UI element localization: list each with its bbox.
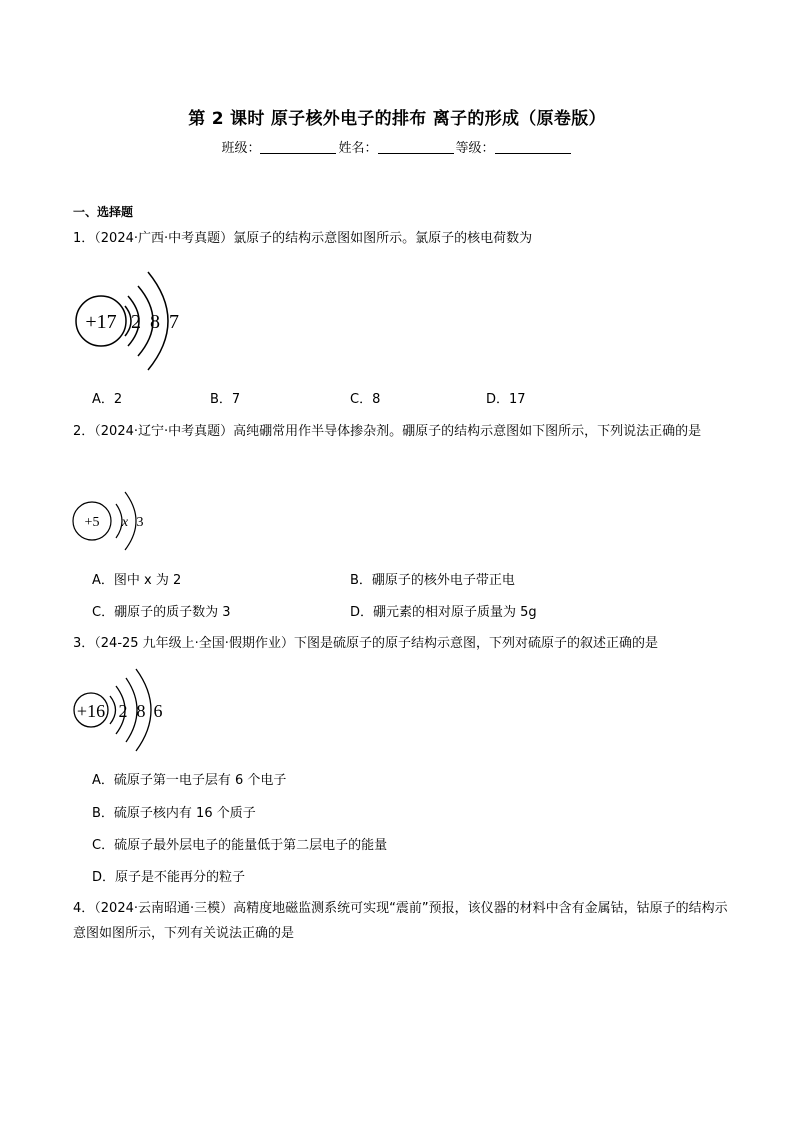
electron-count: x	[121, 515, 129, 530]
q3-option-b[interactable]: B．硫原子核内有 16 个质子	[92, 806, 256, 821]
sulfur-atom-diagram	[70, 664, 180, 756]
q2-option-b[interactable]: B．硼原子的核外电子带正电	[350, 573, 515, 588]
q1-option-d[interactable]: D．17	[486, 392, 526, 407]
nucleus-charge: +5	[84, 515, 100, 530]
grade-label: 等级：	[455, 141, 495, 156]
page-title: 第 2 课时 原子核外电子的排布 离子的形成（原卷版）	[188, 109, 606, 129]
class-label: 班级：	[221, 141, 261, 156]
chlorine-atom-diagram	[70, 262, 190, 374]
q1-option-b[interactable]: B．7	[210, 392, 241, 407]
nucleus-charge: +16	[76, 701, 106, 721]
name-blank[interactable]	[378, 139, 454, 154]
q2-option-c[interactable]: C．硼原子的质子数为 3	[92, 605, 231, 620]
electron-count: 8	[150, 311, 160, 333]
student-info-line	[0, 137, 794, 156]
section-title: 一、选择题	[73, 205, 134, 219]
electron-count: 8	[136, 701, 146, 721]
q1-option-a[interactable]: A．2	[92, 392, 123, 407]
grade-blank[interactable]	[495, 139, 571, 154]
q3-option-a[interactable]: A．硫原子第一电子层有 6 个电子	[92, 773, 287, 788]
question-1-text: 1．（2024·广西·中考真题）氯原子的结构示意图如图所示。氯原子的核电荷数为	[73, 231, 533, 246]
question-2-text: 2．（2024·辽宁·中考真题）高纯硼常用作半导体掺杂剂。硼原子的结构示意图如下图所示，下列说法正确的是	[73, 424, 702, 439]
q1-option-c[interactable]: C．8	[350, 392, 381, 407]
electron-shell-arc	[110, 696, 116, 724]
name-label: 姓名：	[338, 141, 378, 156]
q2-option-d[interactable]: D．硼元素的相对原子质量为 5g	[350, 605, 537, 620]
electron-count: 6	[153, 701, 163, 721]
electron-count: 7	[169, 311, 179, 333]
boron-atom-diagram	[70, 486, 160, 556]
question-4-text: 4．（2024·云南昭通·三模）高精度地磁监测系统可实现“震前”预报，该仪器的材料中含有金属钴，钴原子的结构示意图如图所示，下列有关说法正确的是	[73, 901, 728, 941]
nucleus-charge: +17	[85, 311, 117, 333]
electron-count: 3	[136, 515, 144, 530]
q2-option-a[interactable]: A．图中 x 为 2	[92, 573, 182, 588]
electron-shell-arc	[126, 678, 137, 742]
electron-count: 2	[118, 701, 128, 721]
q3-option-c[interactable]: C．硫原子最外层电子的能量低于第二层电子的能量	[92, 838, 388, 853]
electron-count: 2	[131, 311, 141, 333]
question-3-text: 3．（24-25 九年级上·全国·假期作业）下图是硫原子的原子结构示意图，下列对硫原子的叙述正确的是	[73, 636, 658, 651]
class-blank[interactable]	[260, 139, 336, 154]
q3-option-d[interactable]: D．原子是不能再分的粒子	[92, 870, 246, 885]
